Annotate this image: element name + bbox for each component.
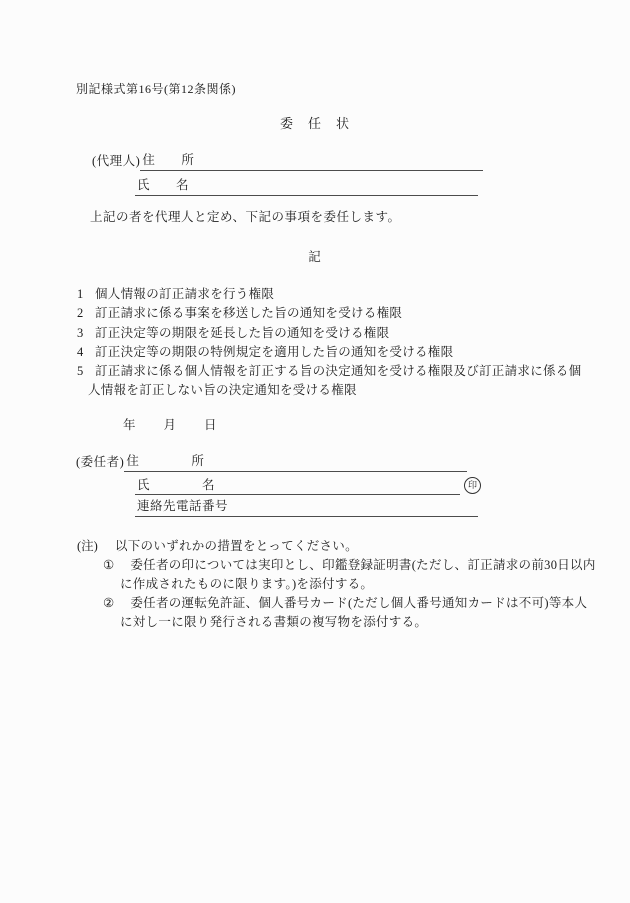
agent-address-row <box>92 154 483 171</box>
declaration-text: 上記の者を代理人と定め、下記の事項を委任します。 <box>90 210 401 224</box>
note-item-2-number: ② <box>103 596 115 610</box>
list-item <box>77 285 581 304</box>
list-item-continuation: 人情報を訂正しない旨の決定通知を受ける権限 <box>88 383 357 398</box>
notes-label: (注) <box>77 539 98 553</box>
agent-name-row <box>135 179 478 196</box>
list-item <box>77 324 581 343</box>
agent-prefix-label: (代理人) <box>92 154 141 168</box>
note-item-1-line-2: に作成されたものに限ります。)を添付する。 <box>120 577 374 591</box>
list-heading: 記 <box>308 250 322 264</box>
principal-address-field: 住 所 <box>124 455 467 472</box>
notes-intro-line <box>77 537 596 556</box>
principal-name-row <box>135 477 481 495</box>
list-item-number: 4 <box>77 344 84 359</box>
principal-prefix-label: (委任者) <box>76 455 125 469</box>
list-item-number: 2 <box>77 306 84 321</box>
list-item-text: 訂正請求に係る個人情報を訂正する旨の決定通知を受ける権限及び訂正請求に係る個 <box>95 364 582 379</box>
form-style-number: 別記様式第16号(第12条関係) <box>76 82 236 96</box>
principal-phone-row <box>135 500 478 517</box>
list-item-text: 訂正決定等の期限の特例規定を適用した旨の通知を受ける権限 <box>95 344 454 359</box>
notes-intro-text: 以下のいずれかの措置をとってください。 <box>114 539 358 553</box>
note-item-2-line-2: に対し一に限り発行される書類の複写物を添付する。 <box>120 615 428 629</box>
list-item-text: 個人情報の訂正請求を行う権限 <box>95 287 275 301</box>
principal-address-row <box>76 455 467 472</box>
note-item-2-text: 委任者の運転免許証、個人番号カード(ただし個人番号通知カードは不可)等本人 <box>130 596 588 610</box>
list-item <box>77 362 581 381</box>
principal-name-field: 氏 名 <box>135 479 460 496</box>
seal-stamp-icon: 印 <box>464 477 481 494</box>
document-title: 委 任 状 <box>279 116 350 131</box>
list-item-number: 3 <box>77 325 84 340</box>
notes-section <box>77 537 596 632</box>
principal-phone-field: 連絡先電話番号 <box>135 500 478 517</box>
date-line: 年 月 日 <box>123 418 218 432</box>
note-item-1-number: ① <box>103 558 115 572</box>
list-item <box>77 304 581 323</box>
agent-address-field: 住 所 <box>140 154 483 171</box>
agent-name-field: 氏 名 <box>135 179 478 196</box>
note-item-2-line-1 <box>103 594 596 613</box>
list-item-text: 訂正決定等の期限を延長した旨の通知を受ける権限 <box>95 325 390 340</box>
note-item-1-line-1 <box>103 556 596 575</box>
list-item-number: 1 <box>77 287 84 301</box>
list-item-number: 5 <box>77 364 84 379</box>
note-item-1-text: 委任者の印については実印とし、印鑑登録証明書(ただし、訂正請求の前30日以内 <box>130 558 596 572</box>
list-item <box>77 343 581 362</box>
list-item-text: 訂正請求に係る事案を移送した旨の通知を受ける権限 <box>95 306 403 321</box>
delegated-items-list <box>77 285 581 401</box>
